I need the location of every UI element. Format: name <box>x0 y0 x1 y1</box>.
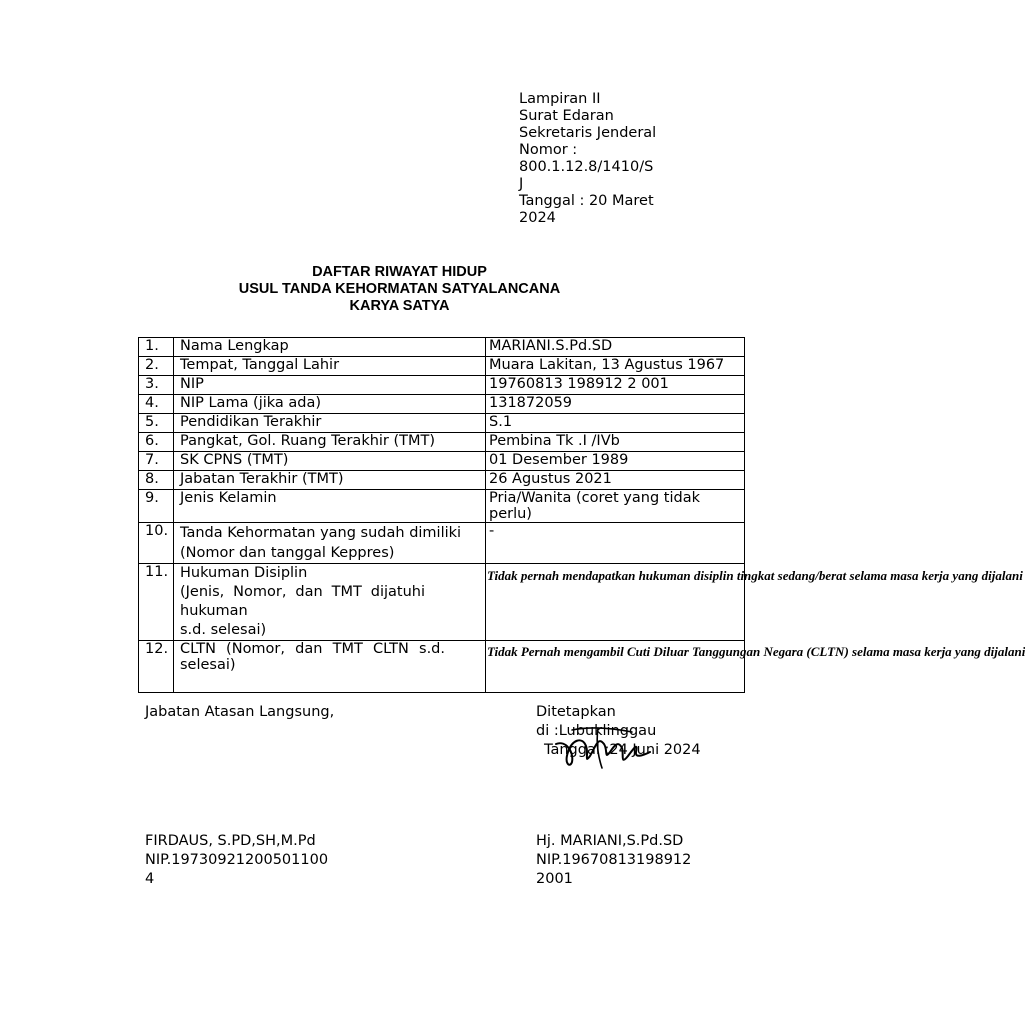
row-value: 26 Agustus 2021 <box>486 471 745 490</box>
table-row <box>139 414 745 433</box>
superior-heading: Jabatan Atasan Langsung, <box>145 704 335 720</box>
row-value: 01 Desember 1989 <box>486 452 745 471</box>
title-line-3: KARYA SATYA <box>349 298 450 314</box>
row-number: 3. <box>139 376 174 395</box>
row-value: MARIANI.S.Pd.SD <box>486 338 745 357</box>
row-label: SK CPNS (TMT) <box>174 452 486 471</box>
row-number: 7. <box>139 452 174 471</box>
table-row <box>139 452 745 471</box>
row-number: 10. <box>139 523 174 564</box>
row-number: 4. <box>139 395 174 414</box>
table-row <box>139 376 745 395</box>
biodata-table <box>138 337 1025 693</box>
table-row <box>139 490 745 523</box>
row-label: NIP Lama (jika ada) <box>174 395 486 414</box>
row-label-line: Hukuman Disiplin <box>180 565 308 581</box>
row-number: 2. <box>139 357 174 376</box>
table-row <box>139 395 745 414</box>
table-row <box>139 564 745 641</box>
row-label: Pangkat, Gol. Ruang Terakhir (TMT) <box>174 433 486 452</box>
row-label: Nama Lengkap <box>174 338 486 357</box>
superior-signatory <box>145 832 328 889</box>
superior-nip: NIP.19730921200501100 <box>145 852 329 868</box>
row-value: Pembina Tk .I /IVb <box>486 433 745 452</box>
attachment-block <box>519 91 669 227</box>
title-line-1: DAFTAR RIWAYAT HIDUP <box>312 264 487 280</box>
row-label: CLTN (Nomor, dan TMT CLTN s.d. selesai) <box>174 641 486 693</box>
stipulation-line: Ditetapkan <box>536 704 616 720</box>
attachment-line: Nomor : <box>519 142 578 158</box>
attachment-line: 2024 <box>519 210 556 226</box>
attachment-line: J <box>519 176 524 192</box>
attachment-line: 800.1.12.8/1410/S <box>519 159 654 175</box>
row-number: 9. <box>139 490 174 523</box>
row-number: 8. <box>139 471 174 490</box>
stipulation-date: Tanggal :24 Juni 2024 <box>544 742 701 758</box>
row-value: S.1 <box>486 414 745 433</box>
applicant-nip-cont: 2001 <box>536 871 573 887</box>
row-value: Tidak pernah mendapatkan hukuman disiplin tingkat sedang/berat selama masa kerja yang dijalani <box>486 564 745 641</box>
row-number: 12. <box>139 641 174 693</box>
row-number: 6. <box>139 433 174 452</box>
row-value: - <box>486 523 745 564</box>
row-label <box>174 564 486 641</box>
row-label-line: (Jenis, Nomor, dan TMT dijatuhi hukuman <box>180 584 425 619</box>
document-title <box>138 264 661 315</box>
row-label-line: Tanda Kehormatan yang sudah dimiliki <box>180 525 462 541</box>
row-label: Jenis Kelamin <box>174 490 486 523</box>
row-value: 131872059 <box>486 395 745 414</box>
row-label-line: s.d. selesai) <box>180 622 267 638</box>
row-number: 1. <box>139 338 174 357</box>
applicant-name: Hj. MARIANI,S.Pd.SD <box>536 833 684 849</box>
attachment-line: Surat Edaran <box>519 108 614 124</box>
row-number: 5. <box>139 414 174 433</box>
table-row <box>139 471 745 490</box>
row-label: Pendidikan Terakhir <box>174 414 486 433</box>
attachment-line: Lampiran II <box>519 91 601 107</box>
table-row <box>139 357 745 376</box>
applicant-signatory <box>536 832 691 889</box>
row-number: 11. <box>139 564 174 641</box>
superior-name: FIRDAUS, S.PD,SH,M.Pd <box>145 833 316 849</box>
table-row <box>139 523 745 564</box>
table-row <box>139 433 745 452</box>
attachment-line: Sekretaris Jenderal <box>519 125 657 141</box>
row-label: Jabatan Terakhir (TMT) <box>174 471 486 490</box>
row-value: 19760813 198912 2 001 <box>486 376 745 395</box>
row-value: Tidak Pernah mengambil Cuti Diluar Tanggungan Negara (CLTN) selama masa kerja yang dijalani <box>486 641 745 693</box>
row-label: Tempat, Tanggal Lahir <box>174 357 486 376</box>
row-label <box>174 523 486 564</box>
title-line-2: USUL TANDA KEHORMATAN SATYALANCANA <box>238 281 561 297</box>
row-label-line: (Nomor dan tanggal Keppres) <box>180 545 395 561</box>
stipulation-place: di :Lubuklinggau <box>536 723 657 739</box>
table-row <box>139 641 745 693</box>
row-value: Muara Lakitan, 13 Agustus 1967 <box>486 357 745 376</box>
row-label: NIP <box>174 376 486 395</box>
signature-icon <box>552 722 662 772</box>
table-row <box>139 338 745 357</box>
superior-nip-cont: 4 <box>145 871 155 887</box>
row-value: Pria/Wanita (coret yang tidak perlu) <box>486 490 745 523</box>
applicant-nip: NIP.19670813198912 <box>536 852 692 868</box>
attachment-line: Tanggal : 20 Maret <box>519 193 654 209</box>
